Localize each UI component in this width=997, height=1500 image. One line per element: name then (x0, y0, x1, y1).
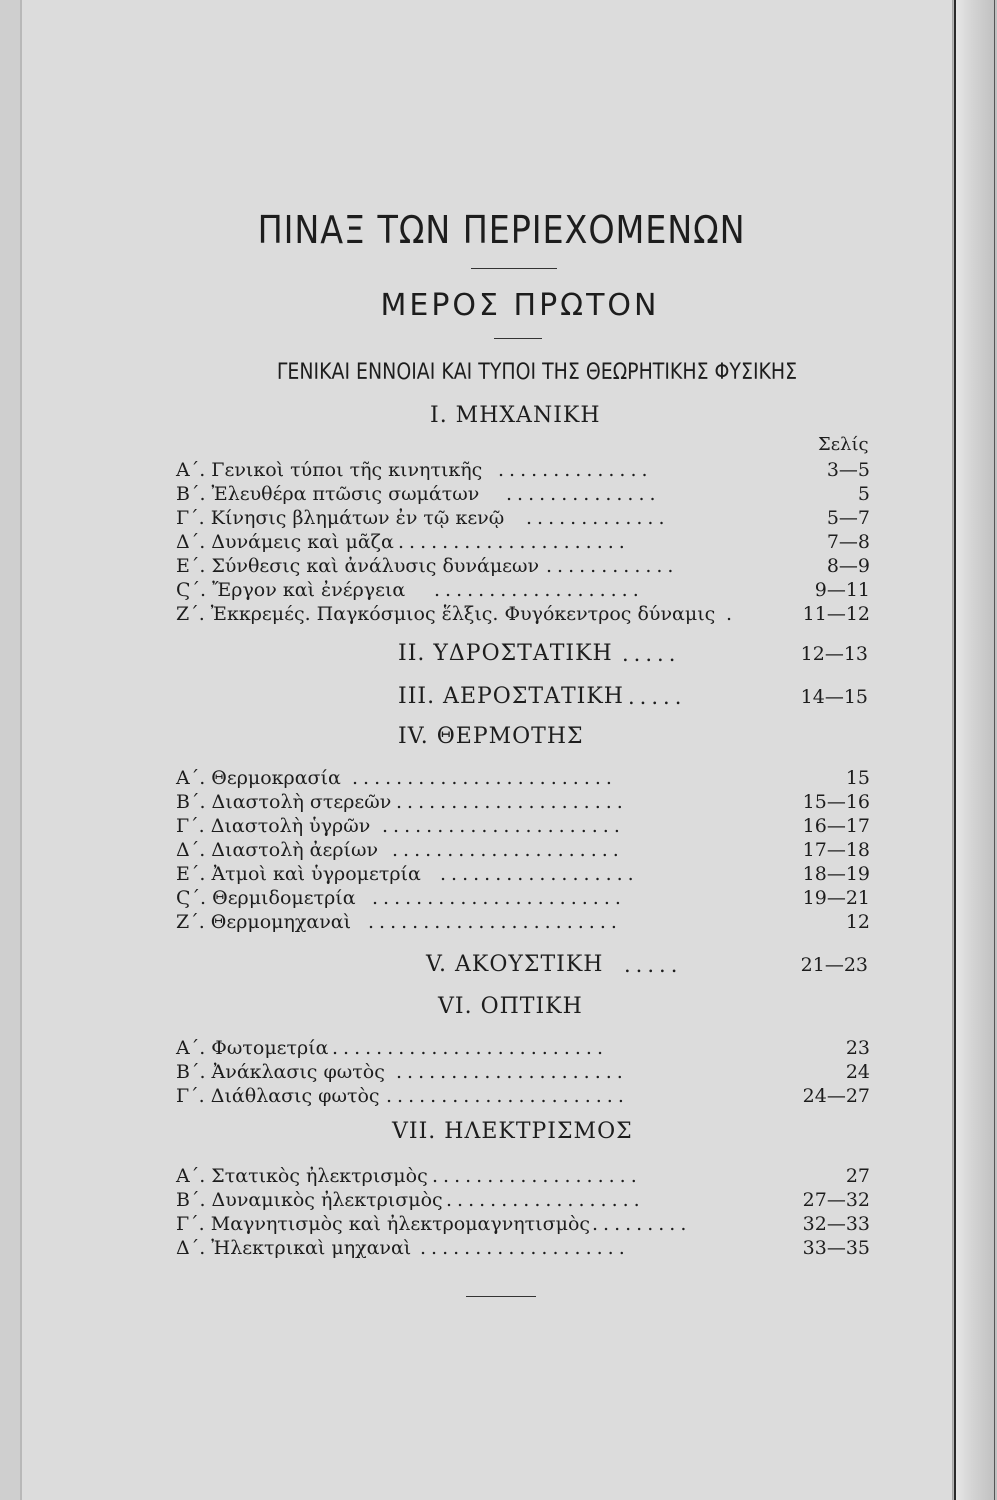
toc-entry-pages: 7—8 (826, 531, 870, 553)
toc-entry (176, 458, 870, 482)
leader-dots: .............. (506, 483, 661, 505)
toc-entry-pages: 18—19 (802, 863, 870, 885)
toc-entry (176, 506, 870, 530)
toc-entry-label: Α΄. Φωτομετρία (176, 1037, 329, 1059)
toc-entry (176, 530, 870, 554)
section-heading-mechanics: I. ΜΗΧΑΝΙΚΗ (430, 403, 601, 428)
toc-entry-label: Β΄. Ἀνάκλασις φωτὸς (176, 1061, 385, 1083)
toc-entry-label: Δ΄. Διαστολὴ ἀερίων (176, 839, 379, 861)
section-heading-heat: IV. ΘΕΡΜΟΤΗΣ (398, 724, 584, 749)
leader-dots: ..................... (396, 791, 628, 813)
toc-entry-pages: 24—27 (802, 1085, 870, 1107)
toc-entry-label: Ε΄. Ἀτμοὶ καὶ ὑγρομετρία (176, 863, 421, 885)
toc-entry (176, 1188, 870, 1212)
leader-dots: . (726, 603, 738, 625)
toc-entry (176, 1212, 870, 1236)
section-heading-acoustics: V. ΑΚΟΥΣΤΙΚΗ (426, 952, 604, 977)
toc-entry-pages: 3—5 (826, 459, 870, 481)
section-heading-hydrostatics: II. ΥΔΡΟΣΤΑΤΙΚΗ (398, 641, 613, 666)
toc-entry-label: Ε΄. Σύνθεσις καὶ ἀνάλυσις δυνάμεων (176, 555, 540, 577)
leader-dots: ..... (624, 953, 683, 977)
toc-entry (176, 910, 870, 934)
leader-dots: ..... (622, 642, 681, 666)
toc-entry-label: Α΄. Γενικοὶ τύποι τῆς κινητικῆς (176, 459, 483, 481)
toc-entry (176, 862, 870, 886)
toc-entry-pages: 8—9 (826, 555, 870, 577)
toc-entry-pages: 15 (845, 767, 870, 789)
toc-entry (176, 838, 870, 862)
toc-entry-label: Γ΄. Διάθλασις φωτὸς (176, 1085, 380, 1107)
toc-entry (176, 1036, 870, 1060)
toc-entry-pages: 16—17 (802, 815, 870, 837)
leader-dots: ..................... (392, 839, 624, 861)
toc-entry (176, 482, 870, 506)
toc-entry (176, 602, 870, 626)
toc-entry (176, 1084, 870, 1108)
toc-entry-pages: 17—18 (802, 839, 870, 861)
leader-dots: ............ (546, 555, 679, 577)
toc-entry-label: Ϛ΄. Θερμιδομετρία (176, 887, 356, 909)
leader-dots: ................... (432, 1165, 642, 1187)
toc-entry-pages: 15—16 (802, 791, 870, 813)
leader-dots: ................... (420, 1237, 630, 1259)
toc-entry (176, 1060, 870, 1084)
leader-dots: ...................... (382, 815, 625, 837)
leader-dots: ........................ (352, 767, 617, 789)
toc-entry-label: Β΄. Ἐλευθέρα πτῶσις σωμάτων (176, 483, 480, 505)
closing-rule (466, 1296, 536, 1297)
leader-dots: ................... (434, 579, 644, 601)
toc-entry-pages: 9—11 (814, 579, 870, 601)
toc-entry (176, 814, 870, 838)
leader-dots: ......... (592, 1213, 692, 1235)
leader-dots: ............. (526, 507, 670, 529)
page-edge (952, 0, 997, 1500)
toc-entry-pages: 27 (845, 1165, 870, 1187)
section-pages: 21—23 (800, 954, 868, 976)
toc-entry-pages: 32—33 (802, 1213, 870, 1235)
toc-entry-label: Β΄. Διαστολὴ στερεῶν (176, 791, 392, 813)
toc-entry (176, 766, 870, 790)
section-heading-aerostatics: III. ΑΕΡΟΣΤΑΤΙΚΗ (398, 684, 624, 709)
toc-entry-label: Γ΄. Μαγνητισμὸς καὶ ἠλεκτρομαγνητισμὸς (176, 1213, 591, 1235)
toc-entry-label: Γ΄. Διαστολὴ ὑγρῶν (176, 815, 371, 837)
toc-entry-label: Ϛ΄. Ἔργον καὶ ἐνέργεια (176, 579, 406, 601)
toc-entry-label: Δ΄. Δυνάμεις καὶ μᾶζα (176, 531, 394, 553)
page-column-label: Σελίς (818, 434, 869, 455)
leader-dots: ..................... (398, 531, 630, 553)
toc-entry-pages: 19—21 (802, 887, 870, 909)
title-rule (471, 268, 557, 269)
toc-entry-pages: 27—32 (802, 1189, 870, 1211)
leader-dots: ...................... (386, 1085, 629, 1107)
leader-dots: .............. (498, 459, 653, 481)
section-heading-electricity: VII. ΗΛΕΚΤΡΙΣΜΟΣ (392, 1119, 633, 1144)
leader-dots: ..................... (396, 1061, 628, 1083)
leader-dots: ....................... (368, 911, 622, 933)
toc-entry (176, 554, 870, 578)
toc-entry-label: Β΄. Δυναμικὸς ἠλεκτρισμὸς (176, 1189, 443, 1211)
toc-entry (176, 1236, 870, 1260)
part-rule (494, 338, 542, 339)
toc-entry-label: Γ΄. Κίνησις βλημάτων ἐν τῷ κενῷ (176, 507, 505, 529)
toc-entry-pages: 5—7 (826, 507, 870, 529)
part-subtitle: ΓΕΝΙΚΑΙ ΕΝΝΟΙΑΙ ΚΑΙ ΤΥΠΟΙ ΤΗΣ ΘΕΩΡΗΤΙΚΗΣ ΦΥΣΙΚΗΣ (276, 360, 798, 385)
leader-dots: .................. (440, 863, 639, 885)
toc-entry-label: Α΄. Θερμοκρασία (176, 767, 341, 789)
toc-entry-label: Α΄. Στατικὸς ἠλεκτρισμὸς (176, 1165, 428, 1187)
toc-entry-pages: 33—35 (802, 1237, 870, 1259)
section-heading-optics: VI. ΟΠΤΙΚΗ (438, 994, 583, 1019)
toc-entry-label: Δ΄. Ἠλεκτρικαὶ μηχαναὶ (176, 1237, 412, 1259)
toc-entry-label: Ζ΄. Ἐκκρεμές. Παγκόσμιος ἕλξις. Φυγόκεντρος δύναμις (176, 603, 716, 625)
section-pages: 14—15 (800, 686, 868, 708)
toc-entry-pages: 23 (845, 1037, 870, 1059)
toc-entry-pages: 24 (845, 1061, 870, 1083)
section-pages: 12—13 (800, 643, 868, 665)
toc-entry (176, 790, 870, 814)
leader-dots: .................. (446, 1189, 645, 1211)
toc-entry (176, 1164, 870, 1188)
toc-entry (176, 886, 870, 910)
toc-entry-pages: 11—12 (802, 603, 870, 625)
leader-dots: ......................... (332, 1037, 608, 1059)
part-heading: ΜΕΡΟΣ ΠΡΩΤΟΝ (380, 288, 660, 323)
leader-dots: ....................... (372, 887, 626, 909)
leader-dots: ..... (628, 685, 687, 709)
toc-entry-pages: 5 (857, 483, 870, 505)
page-title: ΠΙΝΑΞ ΤΩΝ ΠΕΡΙΕΧΟΜΕΝΩΝ (257, 208, 746, 252)
toc-entry-label: Ζ΄. Θερμομηχαναὶ (176, 911, 352, 933)
toc-entry-pages: 12 (845, 911, 870, 933)
toc-entry (176, 578, 870, 602)
